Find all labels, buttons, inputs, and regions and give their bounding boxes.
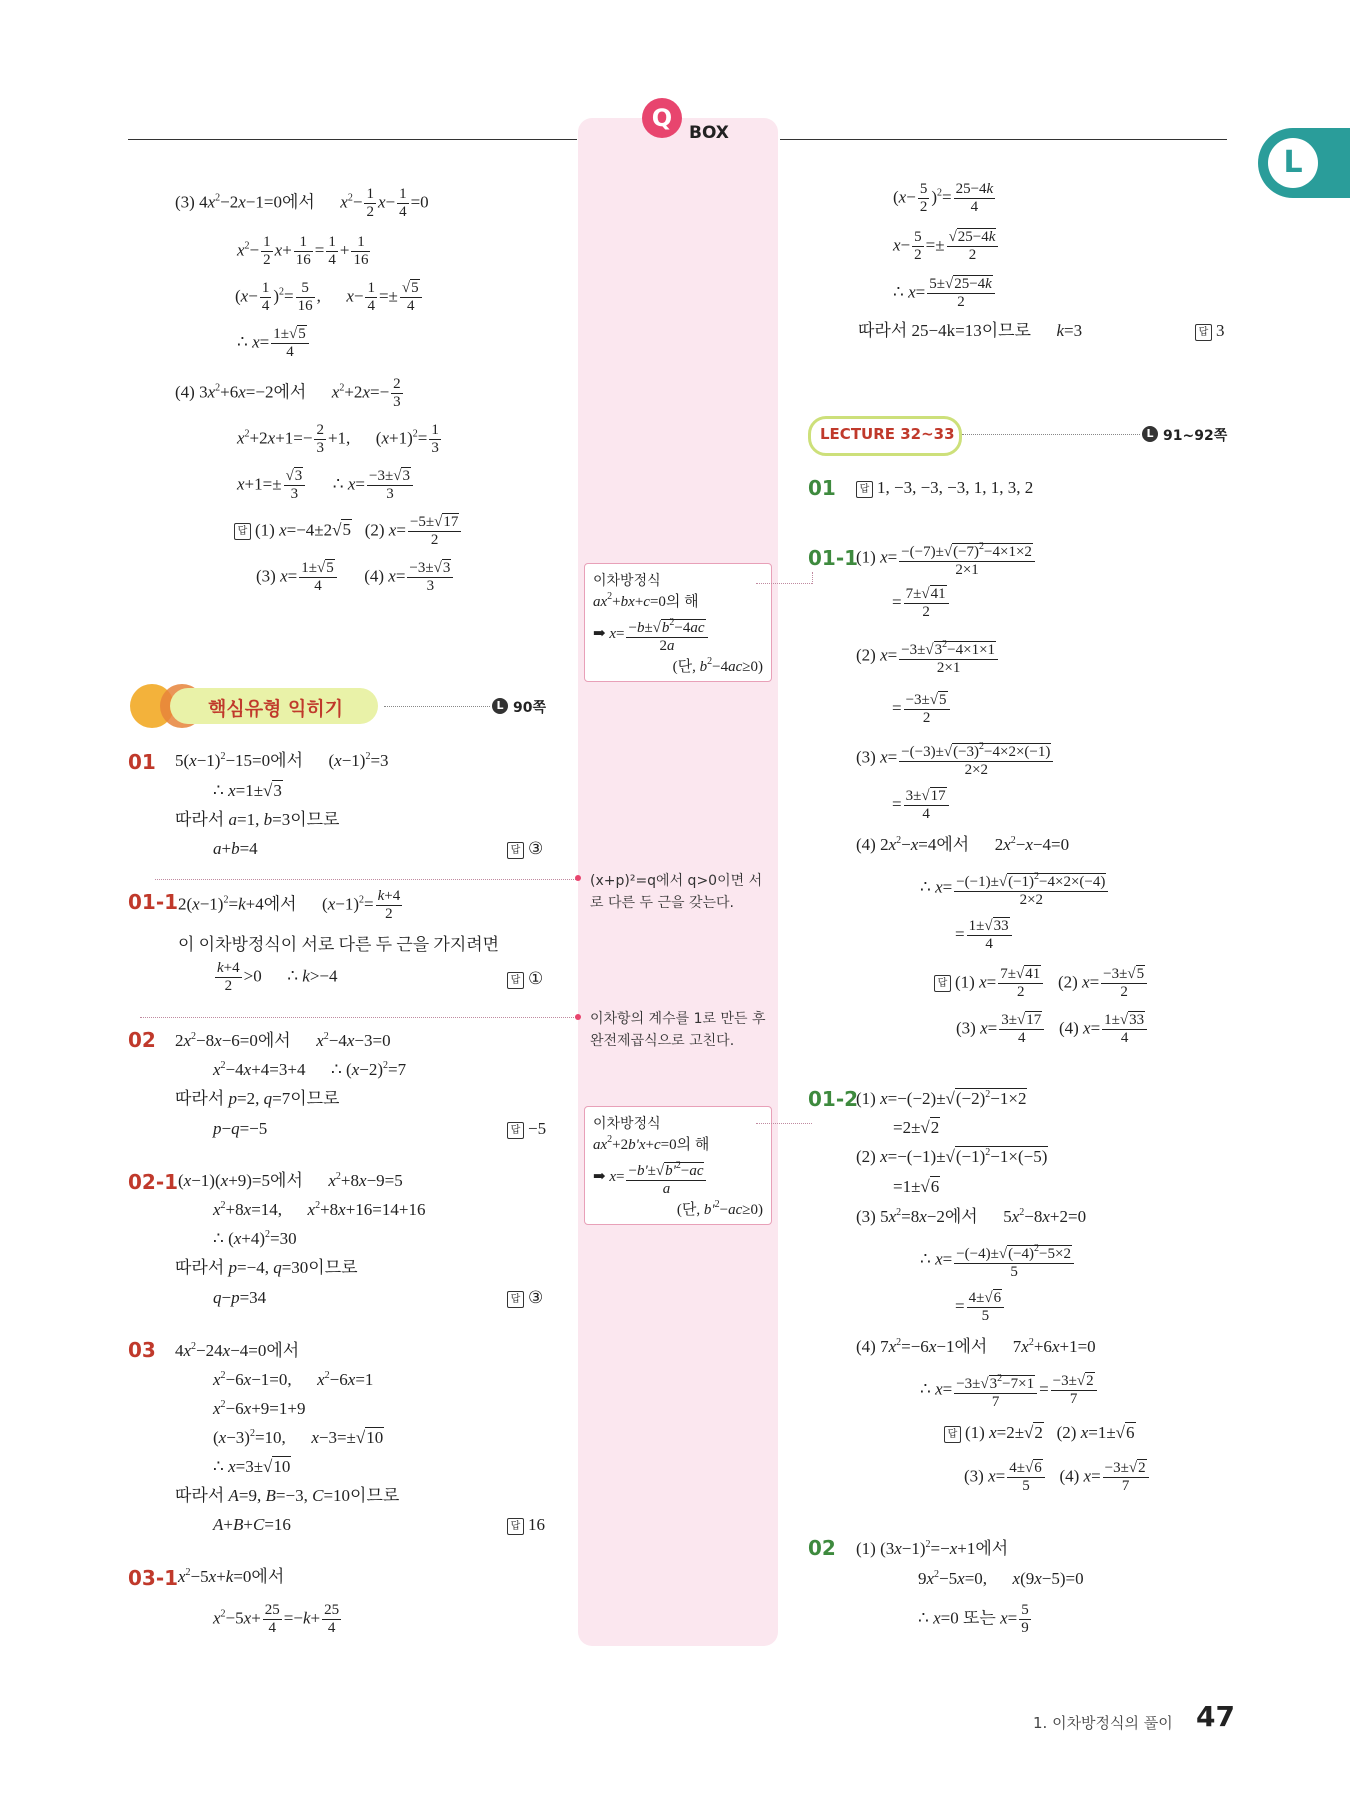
r01-answer: 답 1, −3, −3, −3, 1, 1, 3, 2 (856, 479, 1033, 498)
r01-1-p1: (1) x= $\frac{-(-7)\pm√(-7)^2-4\times 1\times 2}{2\times 1}$ (856, 538, 1037, 579)
section-page: 90쪽 (513, 700, 547, 716)
r01-2-p2b: =1±√6 (893, 1177, 940, 1196)
q02-1-line5: q−p=34 (213, 1288, 267, 1307)
r01-1-answers-b: (3) x= $\frac{3\pm√17}{4}$ (4) x= $\frac{1\pm√33}{4}$ (956, 1012, 1149, 1047)
r-top-line4: 따라서 25−4k=13이므로 k=3 (858, 321, 1083, 340)
connector-box1 (756, 583, 812, 584)
q01-1-line2: 이 이차방정식이 서로 다른 두 근을 가지려면 (178, 935, 500, 954)
r01-1-answers-a: 답 (1) x= $\frac{7\pm√41}{2}$ (2) x= $\frac{-3\pm√5}{2}$ (934, 966, 1149, 1001)
r-top-answer: 답 3 (1195, 322, 1225, 341)
side-tab (1258, 128, 1350, 198)
q03-1-line1: $x^2-5x+k=0$에서 (178, 1567, 285, 1586)
section-title: 핵심유형 익히기 (208, 698, 344, 720)
r01-2-p1: (1) $x=-(-2)\pm√(-2)^2-1\times 2$ (856, 1089, 1027, 1108)
r01-1-p4c: = $\frac{1\pm√33}{4}$ (955, 918, 1014, 953)
left-p3-line1: (3) $4x^2-2x-1=0$에서 $x^2-$ $\frac{1}{2}$ x− $\frac{1}{4}$ =0 (175, 186, 429, 220)
note-two-roots: (x+p)²=q에서 q>0이면 서로 다른 두 근을 갖는다. (590, 873, 763, 911)
qbox-label: BOX (689, 123, 729, 143)
r-top-line1: (x− $\frac{5}{2}$ )$^2$= $\frac{25-4k}{4}$ (893, 181, 994, 215)
q01-line1: $5(x-1)^2-15=0$에서 $(x-1)^2=3$ (175, 751, 389, 770)
q02-1-line2: $x^2+8x=14$, $x^2+8x+16=14+16$ (213, 1200, 426, 1219)
r02-p1: (1) $(3x-1)^2=-x+1$에서 (856, 1539, 1009, 1558)
left-prev-answers-2: (3) x= $\frac{1\pm√5}{4}$ (4) x= $\frac{-3\pm√3}{3}$ (256, 560, 455, 595)
r01-2-p3c: = $\frac{4\pm√6}{5}$ (955, 1290, 1006, 1325)
r01-1-number: 01-1 (808, 546, 859, 570)
connector-note2 (140, 1017, 578, 1018)
box2-line2: 의 해 (676, 1137, 710, 1153)
qbox-quadratic-formula: 이차방정식 $ax^2+bx+c=0$의 해 ➡ x= $\frac{-b\pm√b^2-4ac}{2a}$ (단, $b^2-4ac\ge 0$) (584, 563, 772, 682)
qbox-half-coefficient-formula: 이차방정식 $ax^2+2b'x+c=0$의 해 ➡ x= $\frac{-b'\pm√b'^2-ac}{a}$ (단, $b'^2-ac\ge 0$) (584, 1106, 772, 1225)
q03-line3: $x^2-6x+9=1+9$ (213, 1399, 306, 1418)
q02-answer: 답 −5 (507, 1120, 546, 1139)
left-p4-line3: x+1=± $\frac{√3}{3}$ ∴ x= $\frac{-3\pm√3}{3}$ (237, 468, 415, 503)
tab-l-icon: L (1268, 138, 1318, 188)
lecture-label: LECTURE 32~33 (820, 425, 955, 443)
r01-2-answers-b: (3) x= $\frac{4\pm√6}{5}$ (4) x= $\frac{-3\pm√2}{7}$ (964, 1460, 1151, 1495)
q03-line6: 따라서 A=9, B=−3, C=10이므로 (175, 1486, 400, 1505)
r01-number: 01 (808, 476, 836, 500)
q02-1-answer: 답 ③ (507, 1289, 543, 1308)
top-rule-right (780, 139, 1227, 140)
r01-2-p3: (3) $5x^2=8x-2$에서 $5x^2-8x+2=0$ (856, 1207, 1087, 1226)
lecture-page: 91~92쪽 (1163, 428, 1228, 444)
q01-number: 01 (128, 750, 156, 774)
connector-box2 (756, 1123, 812, 1124)
q02-line3: 따라서 p=2, q=7이므로 (175, 1089, 340, 1108)
q01-1-number: 01-1 (128, 890, 179, 914)
q01-1-answer: 답 ① (507, 970, 543, 989)
lecture-l-icon-right: L (1142, 426, 1158, 442)
left-p4-line2: $x^2+2x+1=-$ $\frac{2}{3}$ +1, $(x+1)^2=$ $\frac{1}{3}$ (237, 422, 439, 456)
r01-1-p2b: = $\frac{-3\pm√5}{2}$ (892, 692, 952, 727)
q03-number: 03 (128, 1338, 156, 1362)
q01-line2: ∴ x=1±√3 (213, 781, 282, 800)
q02-1-line1: (x−1)(x+9)=5에서 $x^2+8x-9=5$ (178, 1171, 403, 1190)
r01-1-p1b: = $\frac{7\pm√41}{2}$ (892, 586, 951, 621)
r01-2-p2: (2) $x=-(-1)\pm√(-1)^2-1\times(-5)$ (856, 1147, 1048, 1166)
q01-line3: 따라서 a=1, b=3이므로 (175, 810, 340, 829)
r01-1-p4: (4) $2x^2-x=4$에서 $2x^2-x-4=0$ (856, 835, 1070, 854)
page-number: 47 (1196, 1700, 1235, 1733)
q01-line4: a+b=4 (213, 839, 258, 858)
left-prev-answers-1: 답 (1) x=−4±2√5 (2) x= $\frac{-5\pm√17}{2}$ (234, 514, 463, 549)
section-leader (384, 706, 490, 707)
note2-dot (575, 1014, 581, 1020)
r01-1-connector (812, 572, 813, 584)
left-p3-line2: $x^2-$ $\frac{1}{2}$ x+ $\frac{1}{16}$ = $\frac{1}{4}$ + $\frac{1}{16}$ (237, 234, 369, 268)
lecture-l-icon: L (492, 698, 508, 714)
r-top-line2: x− $\frac{5}{2}$ =± $\frac{√25-4k}{2}$ (893, 229, 1000, 264)
r01-1-p3: (3) x= $\frac{-(-3)\pm√(-3)^2-4\times 2\times(-1)}{2\times 2}$ (856, 738, 1055, 779)
left-p4-line1: (4) $3x^2+6x=-2$에서 $x^2+2x=-$ $\frac{2}{3}$ (175, 376, 401, 410)
note1-dot (575, 875, 581, 881)
q03-line5: ∴ x=3±√10 (213, 1457, 291, 1476)
q02-1-line4: 따라서 p=−4, q=30이므로 (175, 1258, 358, 1277)
r01-2-number: 01-2 (808, 1087, 859, 1111)
q02-1-line3: ∴ $(x+4)^2=30$ (213, 1229, 297, 1248)
r01-1-p4b: ∴ x= $\frac{-(-1)\pm√(-1)^2-4\times 2\times(-4)}{2\times 2}$ (920, 868, 1110, 909)
r02-p1c: ∴ x=0 또는 x= $\frac{5}{9}$ (918, 1602, 1029, 1636)
r01-2-p4: (4) $7x^2=-6x-1$에서 $7x^2+6x+1=0$ (856, 1337, 1096, 1356)
r01-2-p1b: =2±√2 (893, 1118, 940, 1137)
q02-1-number: 02-1 (128, 1170, 179, 1194)
q03-1-line2: $x^2-5x+$ $\frac{25}{4}$ =−k+ $\frac{25}{4}$ (213, 1602, 340, 1636)
box2-title: 이차방정식 (593, 1116, 661, 1132)
note-complete-square: 이차항의 계수를 1로 만든 후 완전제곱식으로 고친다. (590, 1011, 766, 1049)
left-p3-line3: (x− $\frac{1}{4}$ )$^2$= $\frac{5}{16}$ , x− $\frac{1}{4}$ =± $\frac{√5}{4}$ (235, 280, 424, 315)
r01-1-p2: (2) x= $\frac{-3\pm√3^2-4\times 1\times 1}{2\times 1}$ (856, 636, 1000, 677)
qbox-q-icon: Q (642, 98, 682, 138)
r01-2-answers-a: 답 (1) x=2±√2 (2) x=1±√6 (944, 1424, 1136, 1443)
r02-p1b: $9x^2-5x=0$, x(9x−5)=0 (918, 1569, 1084, 1588)
top-rule-left (128, 139, 577, 140)
box1-title: 이차방정식 (593, 573, 661, 589)
q03-answer: 답 16 (507, 1516, 545, 1535)
r01-1-p3b: = $\frac{3\pm√17}{4}$ (892, 788, 951, 823)
q02-number: 02 (128, 1028, 156, 1052)
q02-line2: $x^2-4x+4=3+4$ ∴ $(x-2)^2=7$ (213, 1060, 407, 1079)
lecture-leader (962, 434, 1140, 435)
left-p3-line4: ∴ x= $\frac{1\pm√5}{4}$ (237, 326, 311, 361)
footer-chapter: 1. 이차방정식의 풀이 (1033, 1714, 1173, 1732)
q03-1-number: 03-1 (128, 1566, 179, 1590)
q01-answer: 답 ③ (507, 840, 543, 859)
r02-number: 02 (808, 1536, 836, 1560)
q02-line1: $2x^2-8x-6=0$에서 $x^2-4x-3=0$ (175, 1031, 391, 1050)
q03-line1: $4x^2-24x-4=0$에서 (175, 1341, 300, 1360)
q03-line7: A+B+C=16 (213, 1515, 291, 1534)
q03-line2: $x^2-6x-1=0$, $x^2-6x=1$ (213, 1370, 374, 1389)
r01-2-p3b: ∴ x= $\frac{-(-4)\pm√(-4)^2-5\times 2}{5}$ (920, 1240, 1076, 1281)
q01-1-line1: $2(x-1)^2=k+4$에서 $(x-1)^2=$ $\frac{k+4}{2}$ (178, 888, 401, 922)
r01-2-p4b: ∴ x= $\frac{-3\pm√3^2-7\times 1}{7}$ = $\frac{-3\pm√2}{7}$ (920, 1370, 1099, 1411)
box1-line2: 의 해 (665, 594, 699, 610)
q02-line4: p−q=−5 (213, 1119, 268, 1138)
r-top-line3: ∴ x= $\frac{5\pm√25-4k}{2}$ (893, 276, 997, 311)
connector-note1 (155, 879, 578, 880)
q01-1-line3: $\frac{k+4}{2}$ >0 ∴ k>−4 (217, 960, 338, 994)
q03-line4: $(x-3)^2=10$, x−3=±√10 (213, 1428, 384, 1447)
